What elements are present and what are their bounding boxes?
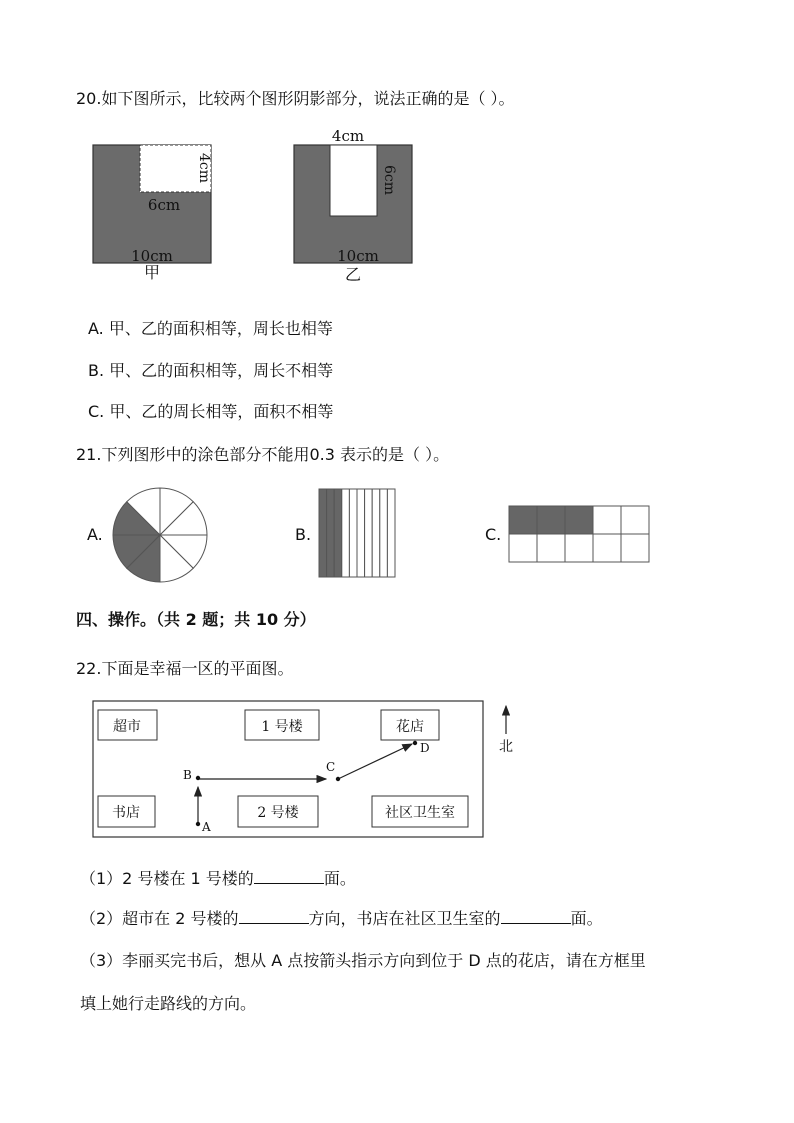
jia-dim-inner: 6cm bbox=[147, 196, 181, 214]
q22-sub2-blank-2[interactable] bbox=[501, 909, 571, 924]
jia-dim-bottom: 10cm bbox=[131, 247, 173, 265]
building-clinic-label: 社区卫生室 bbox=[385, 805, 455, 821]
point-c-label: C bbox=[326, 760, 336, 774]
figure-jia bbox=[93, 145, 212, 282]
q21-label-a[interactable]: A. bbox=[87, 525, 103, 544]
north-label: 北 bbox=[499, 739, 513, 755]
point-b-label: B bbox=[183, 768, 192, 782]
q22-sub1-blank[interactable] bbox=[254, 869, 324, 884]
grid-cell-shaded bbox=[537, 506, 565, 534]
point-a bbox=[196, 822, 200, 826]
q20-stem: 20.如下图所示，比较两个图形阴影部分，说法正确的是（ ）。 bbox=[76, 89, 515, 108]
q21-label-c[interactable]: C. bbox=[485, 525, 502, 544]
q22-sub1 bbox=[80, 866, 356, 889]
q22-sub2-text-a: （2）超市在 2 号楼的 bbox=[80, 909, 239, 928]
building-flower-shop-label: 花店 bbox=[396, 719, 424, 735]
yi-name: 乙 bbox=[344, 265, 362, 284]
strip bbox=[342, 489, 350, 577]
q22-sub2-text-b: 方向，书店在社区卫生室的 bbox=[308, 909, 501, 928]
q20-option-b[interactable]: B. 甲、乙的面积相等，周长不相等 bbox=[88, 361, 334, 380]
point-b bbox=[196, 776, 200, 780]
strip-shaded bbox=[327, 489, 335, 577]
q22-stem: 22.下面是幸福一区的平面图。 bbox=[76, 659, 294, 678]
q22-sub2-blank-1[interactable] bbox=[239, 909, 309, 924]
q22-sub1-text-a: （1）2 号楼在 1 号楼的 bbox=[80, 869, 254, 888]
strip bbox=[365, 489, 373, 577]
building-supermarket-label: 超市 bbox=[113, 719, 141, 735]
q22-sub1-text-b: 面。 bbox=[323, 869, 356, 888]
grid-cell bbox=[565, 534, 593, 562]
q20-option-c[interactable]: C. 甲、乙的周长相等，面积不相等 bbox=[88, 402, 334, 421]
point-a-label: A bbox=[202, 820, 211, 834]
strip bbox=[357, 489, 365, 577]
grid-cell-shaded bbox=[565, 506, 593, 534]
grid-cell-shaded bbox=[509, 506, 537, 534]
point-d-label: D bbox=[420, 741, 430, 755]
grid-cell bbox=[621, 534, 649, 562]
building-2-label: 2 号楼 bbox=[257, 805, 299, 821]
point-d bbox=[413, 741, 417, 745]
figure-yi bbox=[294, 127, 412, 284]
grid-cell bbox=[593, 534, 621, 562]
strip bbox=[349, 489, 357, 577]
q20-option-a[interactable]: A. 甲、乙的面积相等，周长也相等 bbox=[88, 319, 333, 338]
grid-cell bbox=[593, 506, 621, 534]
grid-cell bbox=[509, 534, 537, 562]
q20-figures bbox=[80, 125, 440, 290]
building-1-label: 1 号楼 bbox=[261, 719, 303, 735]
yi-dim-right: 6cm bbox=[381, 164, 397, 196]
yi-dim-bottom: 10cm bbox=[337, 247, 379, 265]
point-c bbox=[336, 777, 340, 781]
strip bbox=[387, 489, 395, 577]
q21-label-b[interactable]: B. bbox=[295, 525, 312, 544]
jia-name: 甲 bbox=[143, 263, 161, 282]
strip-shaded bbox=[334, 489, 342, 577]
strip bbox=[380, 489, 388, 577]
q21-figure-pie bbox=[110, 485, 210, 585]
strip-shaded bbox=[319, 489, 327, 577]
building-bookstore-label: 书店 bbox=[112, 805, 140, 821]
strip bbox=[372, 489, 380, 577]
section4-title: 四、操作。（共 2 题；共 10 分） bbox=[76, 610, 316, 629]
q22-sub3-line2: 填上她行走路线的方向。 bbox=[80, 994, 257, 1013]
q22-sub2-text-c: 面。 bbox=[570, 909, 603, 928]
q22-sub3-line1: （3）李丽买完书后，想从 A 点按箭头指示方向到位于 D 点的花店，请在方框里 bbox=[80, 951, 646, 970]
jia-dim-right: 4cm bbox=[196, 152, 212, 184]
q21-figure-grid bbox=[508, 505, 652, 565]
yi-dim-top: 4cm bbox=[331, 127, 365, 145]
q21-stem: 21.下列图形中的涂色部分不能用0.3 表示的是（ ）。 bbox=[76, 445, 450, 464]
q22-sub2 bbox=[80, 906, 603, 929]
grid-cell bbox=[621, 506, 649, 534]
q22-map bbox=[90, 698, 530, 842]
grid-cell bbox=[537, 534, 565, 562]
q21-figure-strips bbox=[318, 488, 398, 580]
